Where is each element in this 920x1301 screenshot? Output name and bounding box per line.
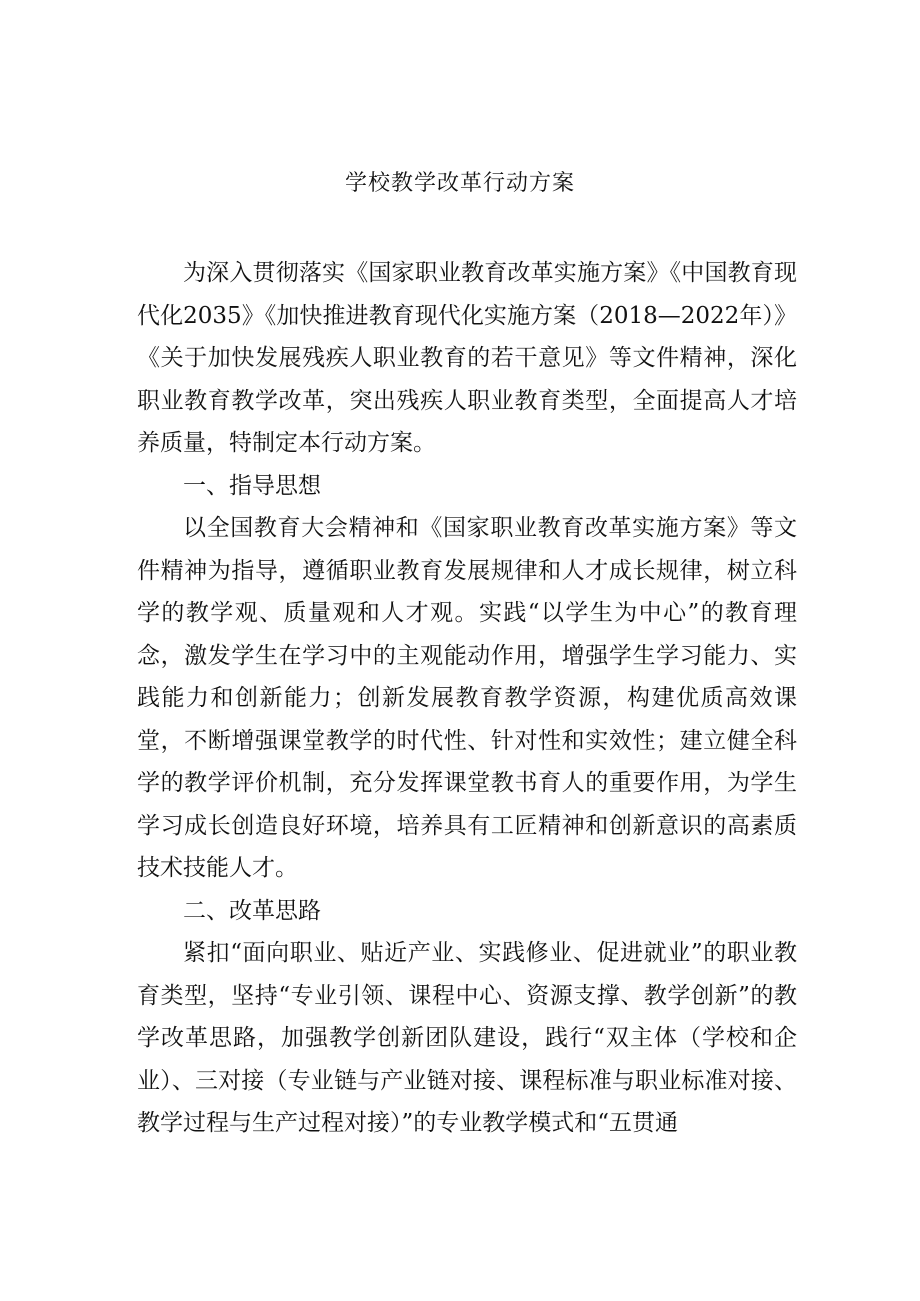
document-body (137, 252, 797, 1145)
paragraph-reform-approach: 紧扣“面向职业、贴近产业、实践修业、促进就业”的职业教育类型，坚持“专业引领、课程中心、资源支撑、教学创新”的教学改革思路，加强教学创新团队建设，践行“双主体（学校和企业）、三对接（专业链与产业链对接、课程标准与职业标准对接、教学过程与生产过程对接）”的专业教学模式和“五贯通 (137, 940, 797, 1136)
section-heading-guiding-ideology: 一、指导思想 (183, 472, 321, 499)
paragraph-guiding-ideology: 以全国教育大会精神和《国家职业教育改革实施方案》等文件精神为指导，遵循职业教育发展规律和人才成长规律，树立科学的教学观、质量观和人才观。实践“以学生为中心”的教育理念，激发学生在学习中的主观能动作用，增强学生学习能力、实践能力和创新能力；创新发展教育教学资源，构建优质高效课堂，不断增强课堂教学的时代性、针对性和实效性；建立健全科学的教学评价机制，充分发挥课堂教书育人的重要作用，为学生学习成长创造良好环境，培养具有工匠精神和创新意识的高素质技术技能人才。 (137, 515, 797, 881)
paragraph-intro: 为深入贯彻落实《国家职业教育改革实施方案》《中国教育现代化2035》《加快推进教育现代化实施方案（2018—2022年）》《关于加快发展残疾人职业教育的若干意见》等文件精神，深化职业教育教学改革，突出残疾人职业教育类型，全面提高人才培养质量，特制定本行动方案。 (137, 260, 797, 456)
section-heading-reform-approach: 二、改革思路 (183, 897, 321, 924)
document-title: 学校教学改革行动方案 (344, 171, 575, 196)
